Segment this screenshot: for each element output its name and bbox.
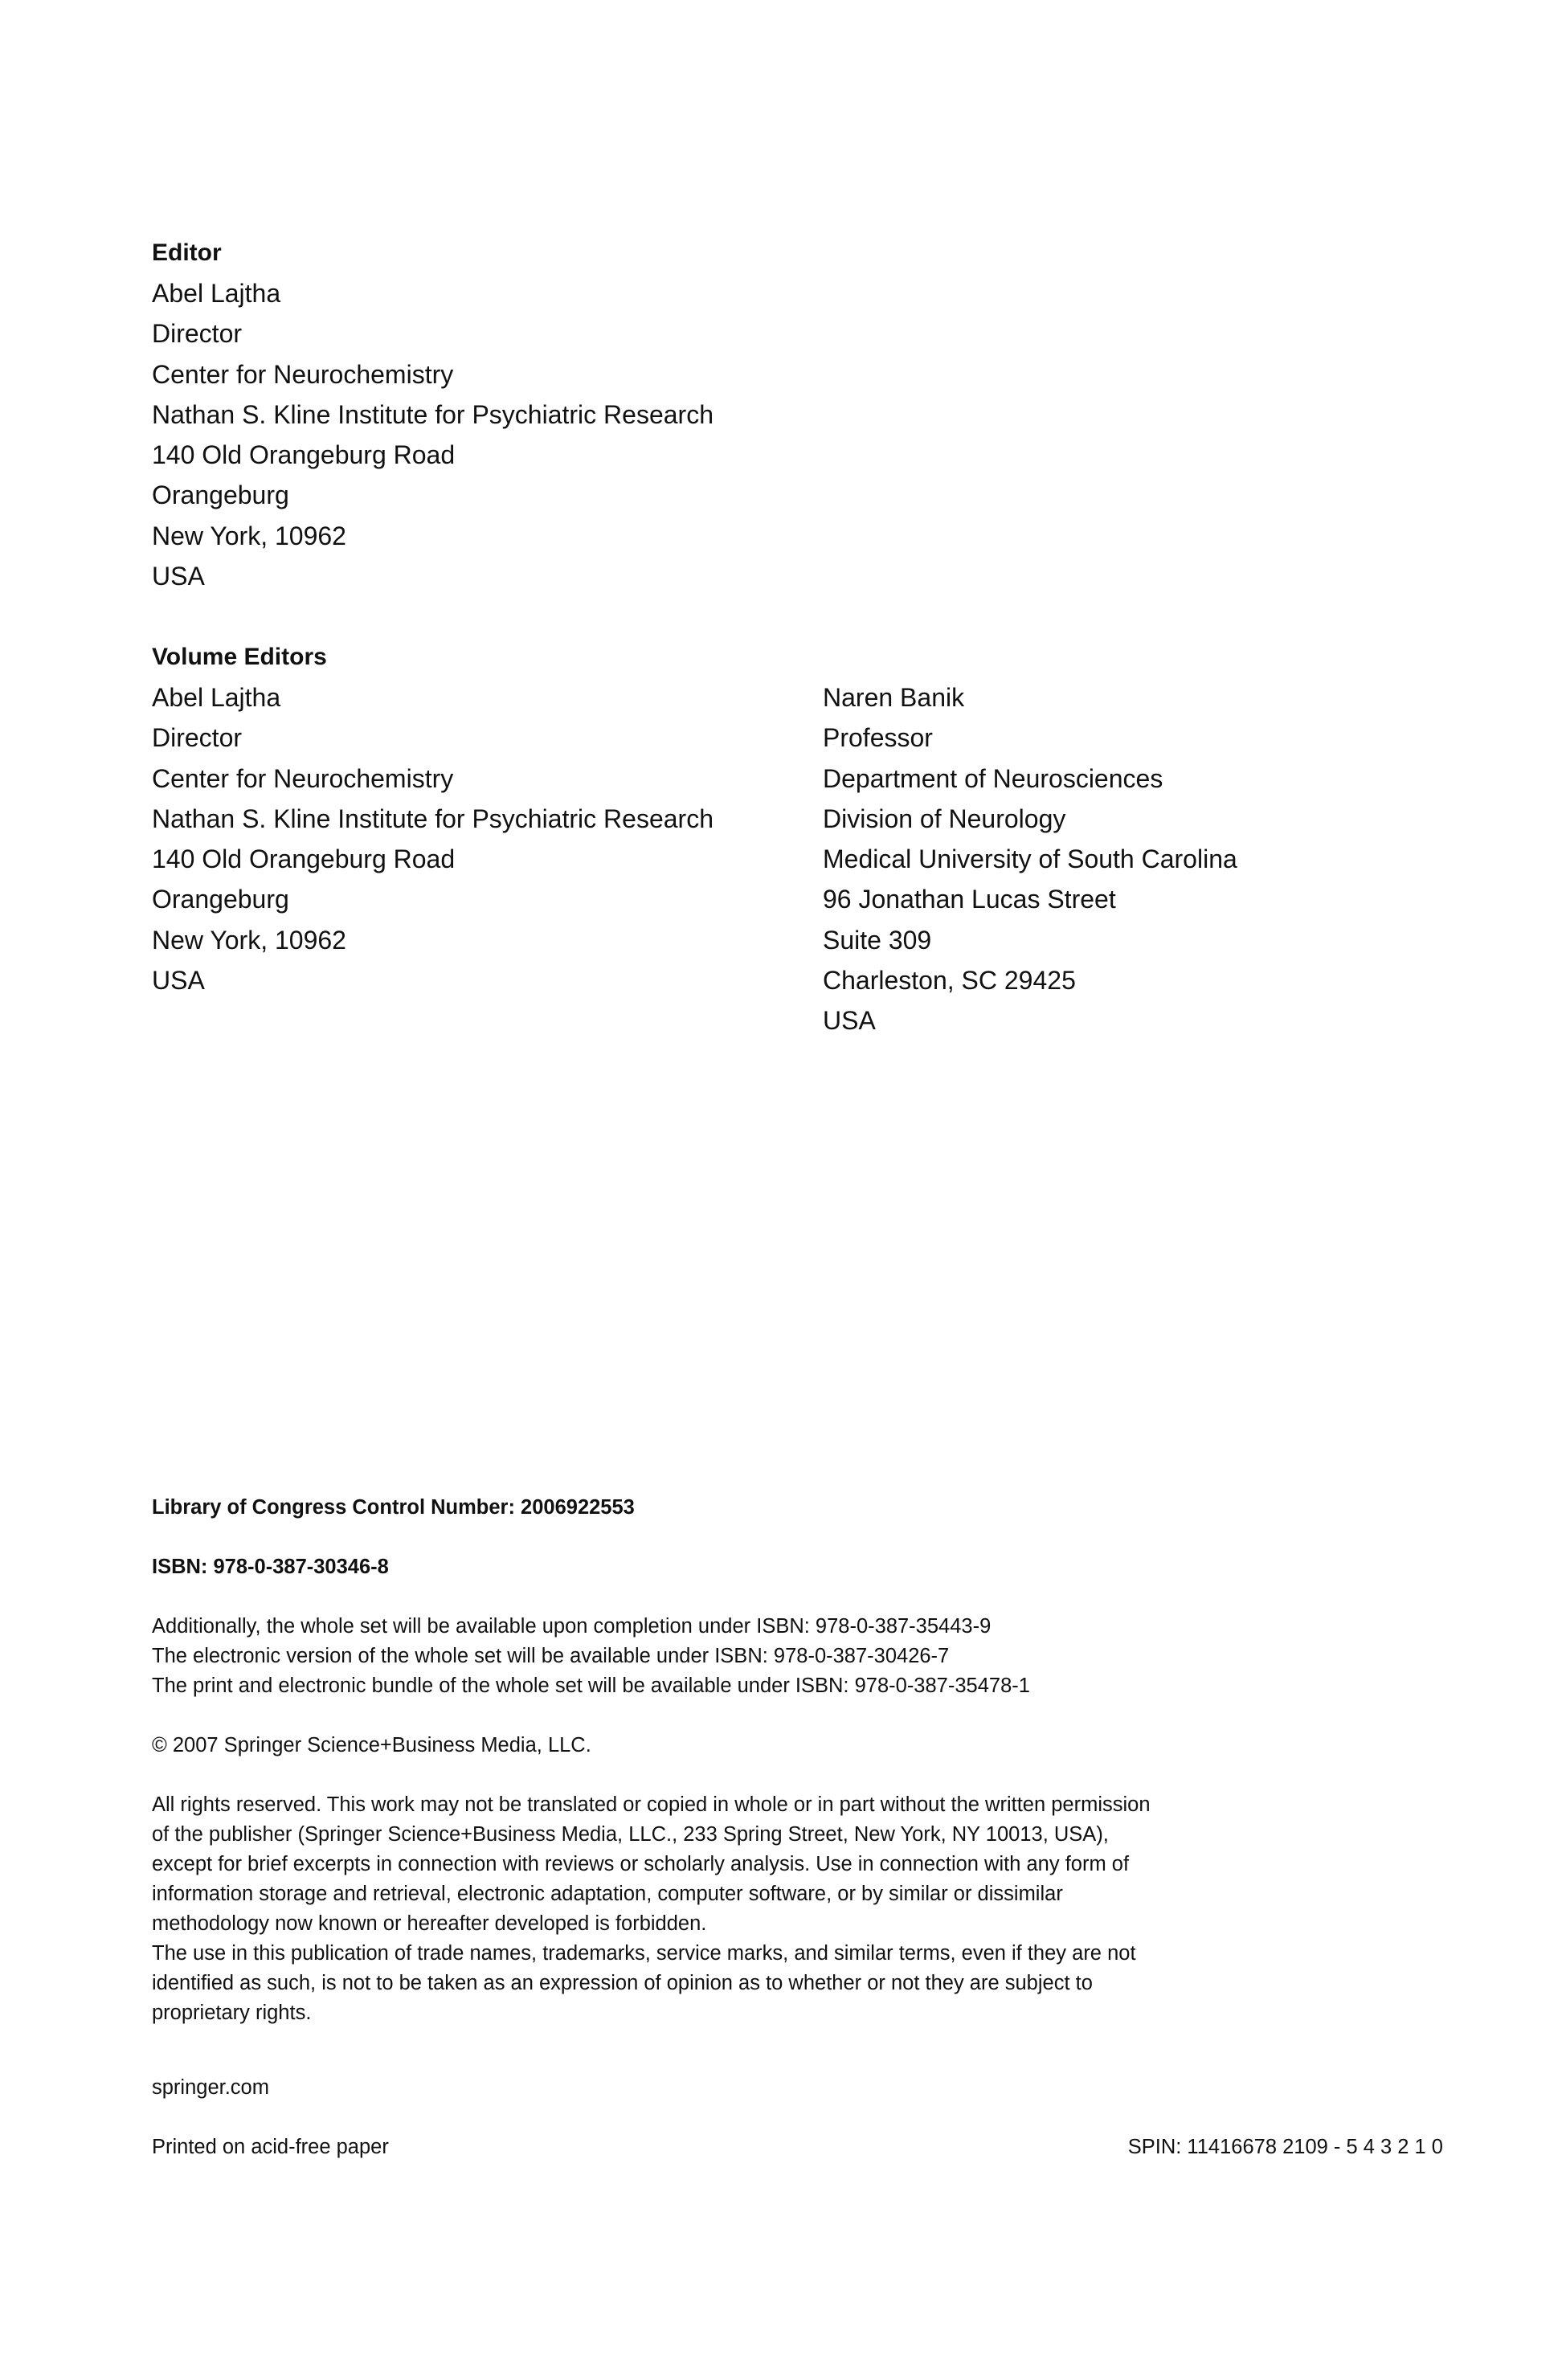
rights-line: The use in this publication of trade names, trademarks, service marks, and similar terms, even if they are not: [152, 1942, 1136, 1965]
additional-isbn-line: The electronic version of the whole set will be available under ISBN: 978-0-387-30426-7: [152, 1645, 950, 1667]
printed-note: Printed on acid-free paper: [152, 2136, 389, 2158]
isbn-section: [152, 1552, 389, 1582]
volume-editor-left-line: Director: [152, 723, 243, 753]
rights-line: All rights reserved. This work may not be translated or copied in whole or in part without the written permission: [152, 1793, 1151, 1816]
printed-section: [152, 2133, 389, 2162]
volume-editor-right-line: USA: [823, 1006, 876, 1036]
volume-editor-right-line: Medical University of South Carolina: [823, 844, 1237, 874]
editor-line: Abel Lajtha: [152, 279, 281, 308]
additional-isbn-section: [152, 1612, 1030, 1701]
volume-editor-left-line: USA: [152, 966, 205, 996]
editor-line: Nathan S. Kline Institute for Psychiatric Research: [152, 399, 713, 429]
spin-number: SPIN: 11416678 2109 - 5 4 3 2 1 0: [1127, 2136, 1443, 2158]
rights-line: information storage and retrieval, electronic adaptation, computer software, or by similar or dissimilar: [152, 1883, 1063, 1905]
copyright-text: © 2007 Springer Science+Business Media, LLC.: [152, 1734, 591, 1756]
rights-line: proprietary rights.: [152, 2002, 312, 2024]
volume-editor-right-line: Professor: [823, 723, 933, 753]
volume-editor-right-line: Division of Neurology: [823, 804, 1066, 833]
isbn-text: ISBN: 978-0-387-30346-8: [152, 1556, 389, 1578]
editor-line: USA: [152, 562, 205, 591]
volume-editor-right-line: 96 Jonathan Lucas Street: [823, 885, 1116, 914]
volume-editor-right-line: Department of Neurosciences: [823, 763, 1163, 793]
editor-line: 140 Old Orangeburg Road: [152, 440, 456, 470]
volume-editors-heading: Volume Editors: [152, 644, 327, 670]
springer-url-section: [152, 2073, 269, 2103]
editor-section: [152, 233, 713, 596]
volume-editor-right-line: Charleston, SC 29425: [823, 966, 1076, 996]
volume-editors-heading-wrap: [152, 637, 327, 677]
rights-line: identified as such, is not to be taken as an expression of opinion as to whether or not they are subject to: [152, 1972, 1093, 1994]
rights-line: of the publisher (Springer Science+Business Media, LLC., 233 Spring Street, New York, NY 10013, USA),: [152, 1823, 1109, 1846]
rights-line: methodology now known or hereafter developed is forbidden.: [152, 1912, 707, 1935]
volume-editor-left-line: New York, 10962: [152, 925, 346, 955]
volume-editor-left-line: Center for Neurochemistry: [152, 763, 454, 793]
lccn-text: Library of Congress Control Number: 2006922553: [152, 1496, 635, 1519]
editor-line: Center for Neurochemistry: [152, 359, 454, 389]
copyright-section: [152, 1731, 591, 1760]
rights-line: except for brief excerpts in connection with reviews or scholarly analysis. Use in connection with any form of: [152, 1853, 1130, 1875]
editor-line: Director: [152, 319, 243, 349]
editor-line: New York, 10962: [152, 521, 346, 550]
volume-editor-left: [152, 677, 713, 1000]
additional-isbn-line: The print and electronic bundle of the whole set will be available under ISBN: 978-0-387-35478-1: [152, 1675, 1030, 1697]
volume-editor-left-line: Abel Lajtha: [152, 683, 281, 712]
lccn-section: [152, 1493, 635, 1523]
editor-line: Orangeburg: [152, 480, 289, 510]
volume-editor-left-line: Orangeburg: [152, 885, 289, 914]
rights-section: [152, 1790, 1151, 2028]
volume-editor-right-line: Naren Banik: [823, 683, 965, 712]
springer-url[interactable]: springer.com: [152, 2076, 269, 2099]
volume-editor-right: [823, 677, 1237, 1041]
volume-editor-right-line: Suite 309: [823, 925, 932, 955]
volume-editor-left-line: Nathan S. Kline Institute for Psychiatric Research: [152, 804, 713, 833]
editor-heading: Editor: [152, 239, 222, 266]
additional-isbn-line: Additionally, the whole set will be available upon completion under ISBN: 978-0-387-35443-9: [152, 1615, 992, 1638]
spin-section: [1128, 2133, 1443, 2162]
volume-editor-left-line: 140 Old Orangeburg Road: [152, 844, 456, 874]
